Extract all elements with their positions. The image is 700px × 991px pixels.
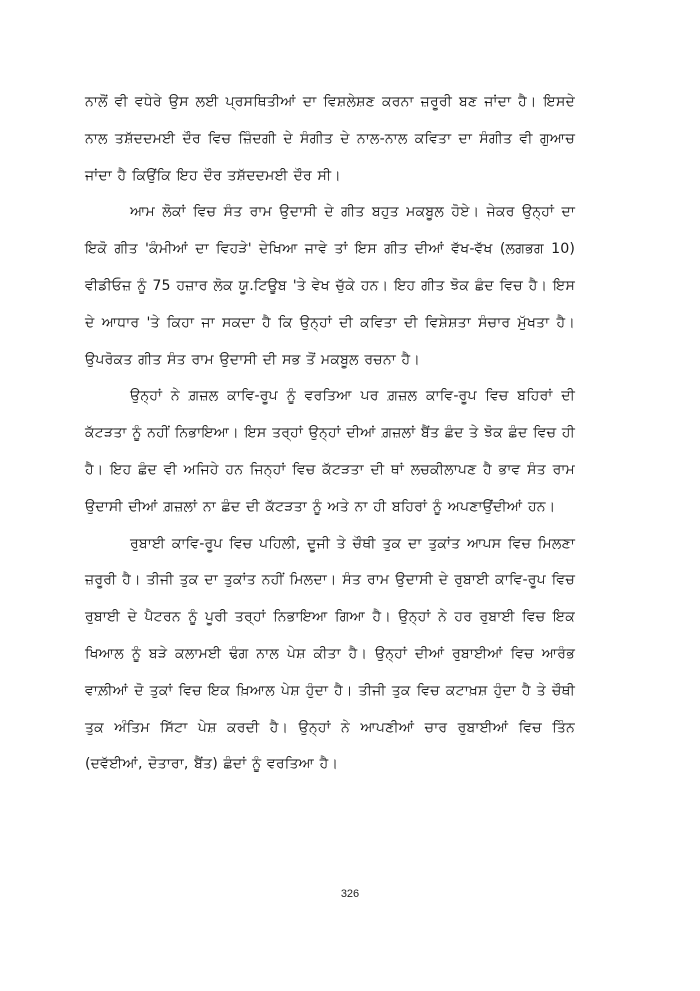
- paragraph-1: ਨਾਲੋਂ ਵੀ ਵਧੇਰੇ ਉਸ ਲਈ ਪ੍ਰਸਥਿਤੀਆਂ ਦਾ ਵਿਸ਼ਲੇਸ਼ਣ ਕਰਨਾ ਜ਼ਰੂਰੀ ਬਣ ਜਾਂਦਾ ਹੈ। ਇਸਦੇ ਨਾਲ ਤਸ਼ੱਦਦਮਈ ਦੌਰ ਵਿਚ ਜ਼ਿੰਦਗੀ ਦੇ ਸੰਗੀਤ ਦੇ ਨਾਲ-ਨਾਲ ਕਵਿਤਾ ਦਾ ਸੰਗੀਤ ਵੀ ਗੁਆਚ ਜਾਂਦਾ ਹੈ ਕਿਉਂਕਿ ਇਹ ਦੌਰ ਤਸ਼ੱਦਦਮਈ ਦੌਰ ਸੀ।: [85, 94, 575, 184]
- paragraph-2: ਆਮ ਲੋਕਾਂ ਵਿਚ ਸੰਤ ਰਾਮ ਉਦਾਸੀ ਦੇ ਗੀਤ ਬਹੁਤ ਮਕਬੂਲ ਹੋਏ। ਜੇਕਰ ਉਨ੍ਹਾਂ ਦਾ ਇਕੋ ਗੀਤ 'ਕੰਮੀਆਂ ਦਾ ਵਿਹੜੇ' ਦੇਖਿਆ ਜਾਵੇ ਤਾਂ ਇਸ ਗੀਤ ਦੀਆਂ ਵੱਖ-ਵੱਖ (ਲਗਭਗ 10) ਵੀਡੀਓਜ਼ ਨੂੰ 75 ਹਜ਼ਾਰ ਲੋਕ ਯੂ.ਟਿਊਬ 'ਤੇ ਵੇਖ ਚੁੱਕੇ ਹਨ। ਇਹ ਗੀਤ ਝੋਕ ਛੰਦ ਵਿਚ ਹੈ। ਇਸ ਦੇ ਆਧਾਰ 'ਤੇ ਕਿਹਾ ਜਾ ਸਕਦਾ ਹੈ ਕਿ ਉਨ੍ਹਾਂ ਦੀ ਕਵਿਤਾ ਦੀ ਵਿਸ਼ੇਸ਼ਤਾ ਸੰਚਾਰ ਮੁੱਖਤਾ ਹੈ। ਉਪਰੋਕਤ ਗੀਤ ਸੰਤ ਰਾਮ ਉਦਾਸੀ ਦੀ ਸਭ ਤੋਂ ਮਕਬੂਲ ਰਚਨਾ ਹੈ।: [85, 204, 575, 368]
- body-text: [85, 84, 575, 783]
- page-number: 326: [340, 888, 360, 900]
- paragraph-4: ਰੁਬਾਈ ਕਾਵਿ-ਰੂਪ ਵਿਚ ਪਹਿਲੀ, ਦੂਜੀ ਤੇ ਚੌਥੀ ਤੁਕ ਦਾ ਤੁਕਾਂਤ ਆਪਸ ਵਿਚ ਮਿਲਣਾ ਜ਼ਰੂਰੀ ਹੈ। ਤੀਜੀ ਤੁਕ ਦਾ ਤੁਕਾਂਤ ਨਹੀਂ ਮਿਲਦਾ। ਸੰਤ ਰਾਮ ਉਦਾਸੀ ਦੇ ਰੁਬਾਈ ਕਾਵਿ-ਰੂਪ ਵਿਚ ਰੁਬਾਈ ਦੇ ਪੈਟਰਨ ਨੂੰ ਪੂਰੀ ਤਰ੍ਹਾਂ ਨਿਭਾਇਆ ਗਿਆ ਹੈ। ਉਨ੍ਹਾਂ ਨੇ ਹਰ ਰੁਬਾਈ ਵਿਚ ਇਕ ਖਿਆਲ ਨੂੰ ਬੜੇ ਕਲਾਮਈ ਢੰਗ ਨਾਲ ਪੇਸ਼ ਕੀਤਾ ਹੈ। ਉਨ੍ਹਾਂ ਦੀਆਂ ਰੁਬਾਈਆਂ ਵਿਚ ਆਰੰਭ ਵਾਲ਼ੀਆਂ ਦੋ ਤੁਕਾਂ ਵਿਚ ਇਕ ਖ਼ਿਆਲ ਪੇਸ਼ ਹੁੰਦਾ ਹੈ। ਤੀਜੀ ਤੁਕ ਵਿਚ ਕਟਾਖ਼ਸ਼ ਹੁੰਦਾ ਹੈ ਤੇ ਚੌਥੀ ਤੁਕ ਅੰਤਿਮ ਸਿੱਟਾ ਪੇਸ਼ ਕਰਦੀ ਹੈ। ਉਨ੍ਹਾਂ ਨੇ ਆਪਣੀਆਂ ਚਾਰ ਰੁਬਾਈਆਂ ਵਿਚ ਤਿੰਨ (ਦਵੱਈਆਂ, ਦੋਤਾਰਾ, ਬੈਂਤ) ਛੰਦਾਂ ਨੂੰ ਵਰਤਿਆ ਹੈ।: [85, 535, 575, 773]
- paragraph-3: ਉਨ੍ਹਾਂ ਨੇ ਗ਼ਜ਼ਲ ਕਾਵਿ-ਰੂਪ ਨੂੰ ਵਰਤਿਆ ਪਰ ਗ਼ਜ਼ਲ ਕਾਵਿ-ਰੂਪ ਵਿਚ ਬਹਿਰਾਂ ਦੀ ਕੱਟੜਤਾ ਨੂੰ ਨਹੀਂ ਨਿਭਾਇਆ। ਇਸ ਤਰ੍ਹਾਂ ਉਨ੍ਹਾਂ ਦੀਆਂ ਗ਼ਜ਼ਲਾਂ ਬੈਂਤ ਛੰਦ ਤੇ ਝੋਕ ਛੰਦ ਵਿਚ ਹੀ ਹੈ। ਇਹ ਛੰਦ ਵੀ ਅਜਿਹੇ ਹਨ ਜਿਨ੍ਹਾਂ ਵਿਚ ਕੱਟੜਤਾ ਦੀ ਥਾਂ ਲਚਕੀਲਾਪਣ ਹੈ ਭਾਵ ਸੰਤ ਰਾਮ ਉਦਾਸੀ ਦੀਆਂ ਗ਼ਜ਼ਲਾਂ ਨਾ ਛੰਦ ਦੀ ਕੱਟੜਤਾ ਨੂੰ ਅਤੇ ਨਾ ਹੀ ਬਹਿਰਾਂ ਨੂੰ ਅਪਣਾਉਂਦੀਆਂ ਹਨ।: [85, 388, 575, 515]
